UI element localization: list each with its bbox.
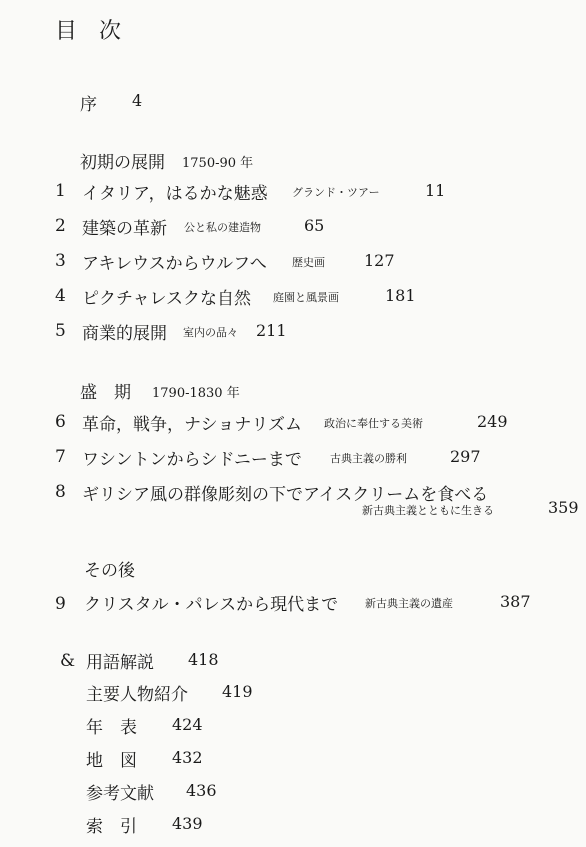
part-3-title: その後 [84, 561, 135, 581]
chapter-page: 11 [425, 181, 446, 200]
part-1-title: 初期の展開 [80, 153, 165, 173]
appendix-label: 年 表 [86, 718, 137, 738]
chapter-title: クリスタル・パレスから現代まで [84, 595, 339, 615]
preface-page: 4 [132, 91, 143, 110]
chapter-title: ピクチャレスクな自然 [82, 289, 251, 309]
chapter-number: 2 [55, 216, 66, 236]
appendix-page: 424 [172, 715, 203, 734]
preface-label: 序 [80, 95, 97, 115]
chapter-number: 8 [55, 482, 66, 502]
chapter-title: ギリシア風の群像彫刻の下でアイスクリームを食べる [82, 485, 489, 505]
chapter-number: 3 [55, 251, 66, 271]
chapter-page: 127 [364, 251, 395, 270]
chapter-page: 297 [450, 447, 481, 466]
chapter-subtitle: 公と私の建造物 [184, 221, 261, 234]
chapter-subtitle: 新古典主義とともに生きる [362, 504, 494, 517]
appendix-label: 索 引 [86, 817, 137, 837]
appendix-page: 439 [172, 814, 203, 833]
appendix-mark: & [60, 651, 76, 671]
chapter-subtitle: 庭園と風景画 [273, 291, 339, 304]
chapter-number: 7 [55, 447, 66, 467]
chapter-subtitle: 歴史画 [292, 256, 325, 269]
chapter-subtitle: 室内の品々 [183, 326, 238, 339]
appendix-label: 主要人物紹介 [86, 685, 188, 705]
chapter-title: 建築の革新 [82, 219, 167, 239]
chapter-subtitle: 古典主義の勝利 [330, 452, 407, 465]
chapter-number: 1 [55, 181, 66, 201]
chapter-number: 4 [55, 286, 66, 306]
appendix-label: 地 図 [86, 751, 137, 771]
part-1-years: 1750-90 年 [182, 156, 254, 171]
appendix-page: 418 [188, 650, 219, 669]
page-title: 目 次 [55, 19, 122, 44]
chapter-subtitle: 政治に奉仕する美術 [324, 417, 423, 430]
chapter-title: アキレウスからウルフへ [82, 254, 267, 274]
chapter-title: 革命，戦争，ナショナリズム [82, 415, 302, 435]
appendix-label: 参考文献 [86, 784, 154, 804]
appendix-page: 419 [222, 682, 253, 701]
chapter-page: 211 [256, 321, 287, 340]
chapter-page: 387 [500, 592, 531, 611]
appendix-page: 436 [186, 781, 217, 800]
chapter-title: 商業的展開 [82, 324, 167, 344]
part-2-years: 1790-1830 年 [152, 386, 240, 401]
chapter-number: 5 [55, 321, 66, 341]
part-2-title: 盛 期 [80, 383, 131, 403]
chapter-title: ワシントンからシドニーまで [82, 450, 302, 470]
appendix-label: 用語解説 [86, 653, 154, 673]
chapter-subtitle: グランド・ツアー [292, 186, 380, 199]
chapter-title: イタリア，はるかな魅惑 [82, 184, 268, 204]
chapter-number: 9 [55, 594, 66, 614]
chapter-page: 249 [477, 412, 508, 431]
chapter-number: 6 [55, 412, 66, 432]
chapter-page: 181 [385, 286, 416, 305]
chapter-page: 65 [304, 216, 325, 235]
chapter-subtitle: 新古典主義の遺産 [365, 597, 453, 610]
chapter-page: 359 [548, 498, 579, 517]
appendix-page: 432 [172, 748, 203, 767]
